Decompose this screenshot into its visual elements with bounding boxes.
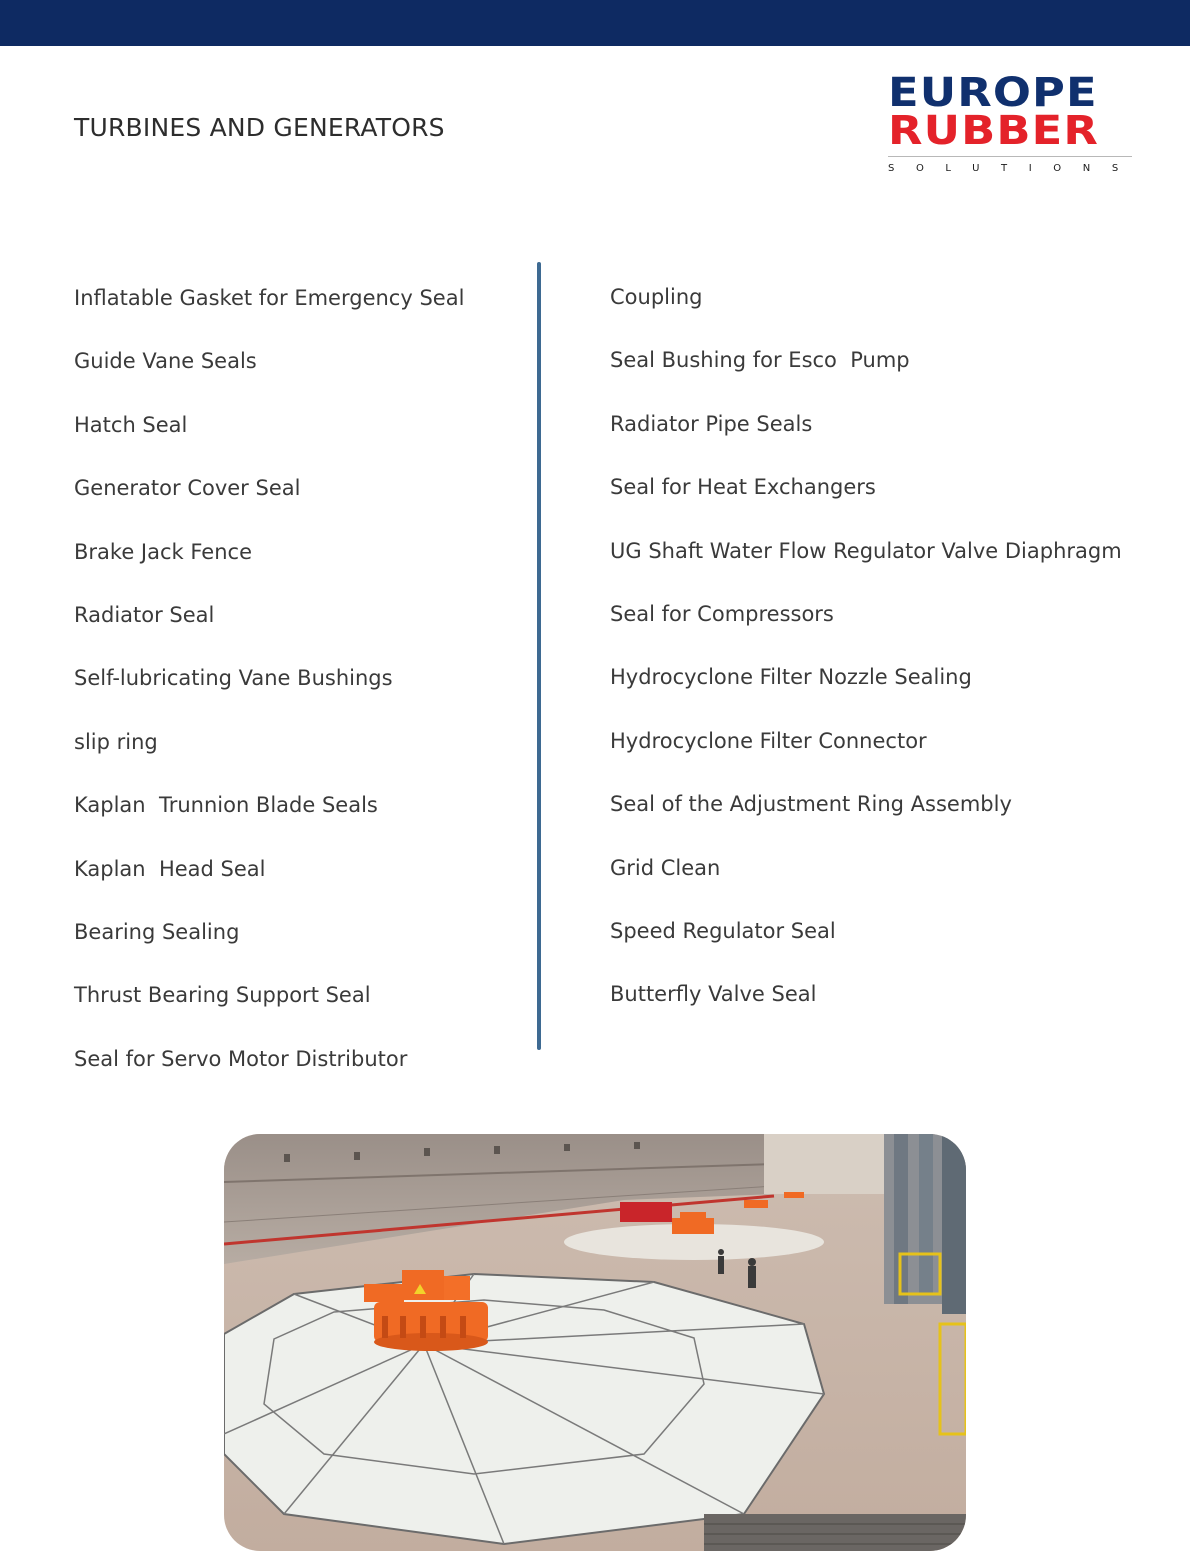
list-item: Hatch Seal (74, 412, 188, 437)
products-list-right (610, 277, 1122, 1038)
list-item: Coupling (610, 285, 703, 309)
list-item: Butterfly Valve Seal (610, 982, 817, 1007)
list-item: Self-lubricating Vane Bushings (74, 666, 393, 691)
list-item: Thrust Bearing Support Seal (74, 983, 371, 1008)
list-item: Grid Clean (610, 855, 721, 880)
logo-line-rubber: RUBBER (888, 108, 1099, 154)
list-item: Seal of the Adjustment Ring Assembly (610, 792, 1012, 817)
list-item: Brake Jack Fence (74, 539, 252, 564)
list-item: UG Shaft Water Flow Regulator Valve Diaphragm (610, 538, 1122, 563)
list-item: Seal for Compressors (610, 601, 834, 626)
page-title: TURBINES AND GENERATORS (74, 113, 445, 142)
list-item: Hydrocyclone Filter Nozzle Sealing (610, 665, 972, 690)
column-divider (537, 262, 541, 1050)
top-banner (0, 0, 1190, 46)
list-item: Seal for Servo Motor Distributor (74, 1046, 408, 1071)
list-item: Radiator Pipe Seals (610, 411, 813, 436)
list-item: Kaplan Trunnion Blade Seals (74, 793, 378, 818)
logo-line-europe: EUROPE (888, 70, 1098, 116)
list-item: Seal for Heat Exchangers (610, 475, 876, 500)
list-item: Hydrocyclone Filter Connector (610, 728, 927, 753)
list-item: Radiator Seal (74, 602, 215, 627)
powerhouse-photo (224, 1134, 966, 1551)
list-item: Bearing Sealing (74, 919, 240, 944)
company-logo (888, 70, 1140, 174)
products-list-left (74, 278, 464, 1102)
list-item: Kaplan Head Seal (74, 856, 266, 881)
list-item: Speed Regulator Seal (610, 918, 836, 943)
list-item: Seal Bushing for Esco Pump (610, 348, 910, 373)
logo-line-solutions: SOLUTIONS (888, 156, 1132, 174)
list-item: slip ring (74, 729, 158, 754)
list-item: Guide Vane Seals (74, 349, 257, 374)
list-item: Generator Cover Seal (74, 476, 301, 501)
list-item: Inflatable Gasket for Emergency Seal (74, 286, 465, 310)
